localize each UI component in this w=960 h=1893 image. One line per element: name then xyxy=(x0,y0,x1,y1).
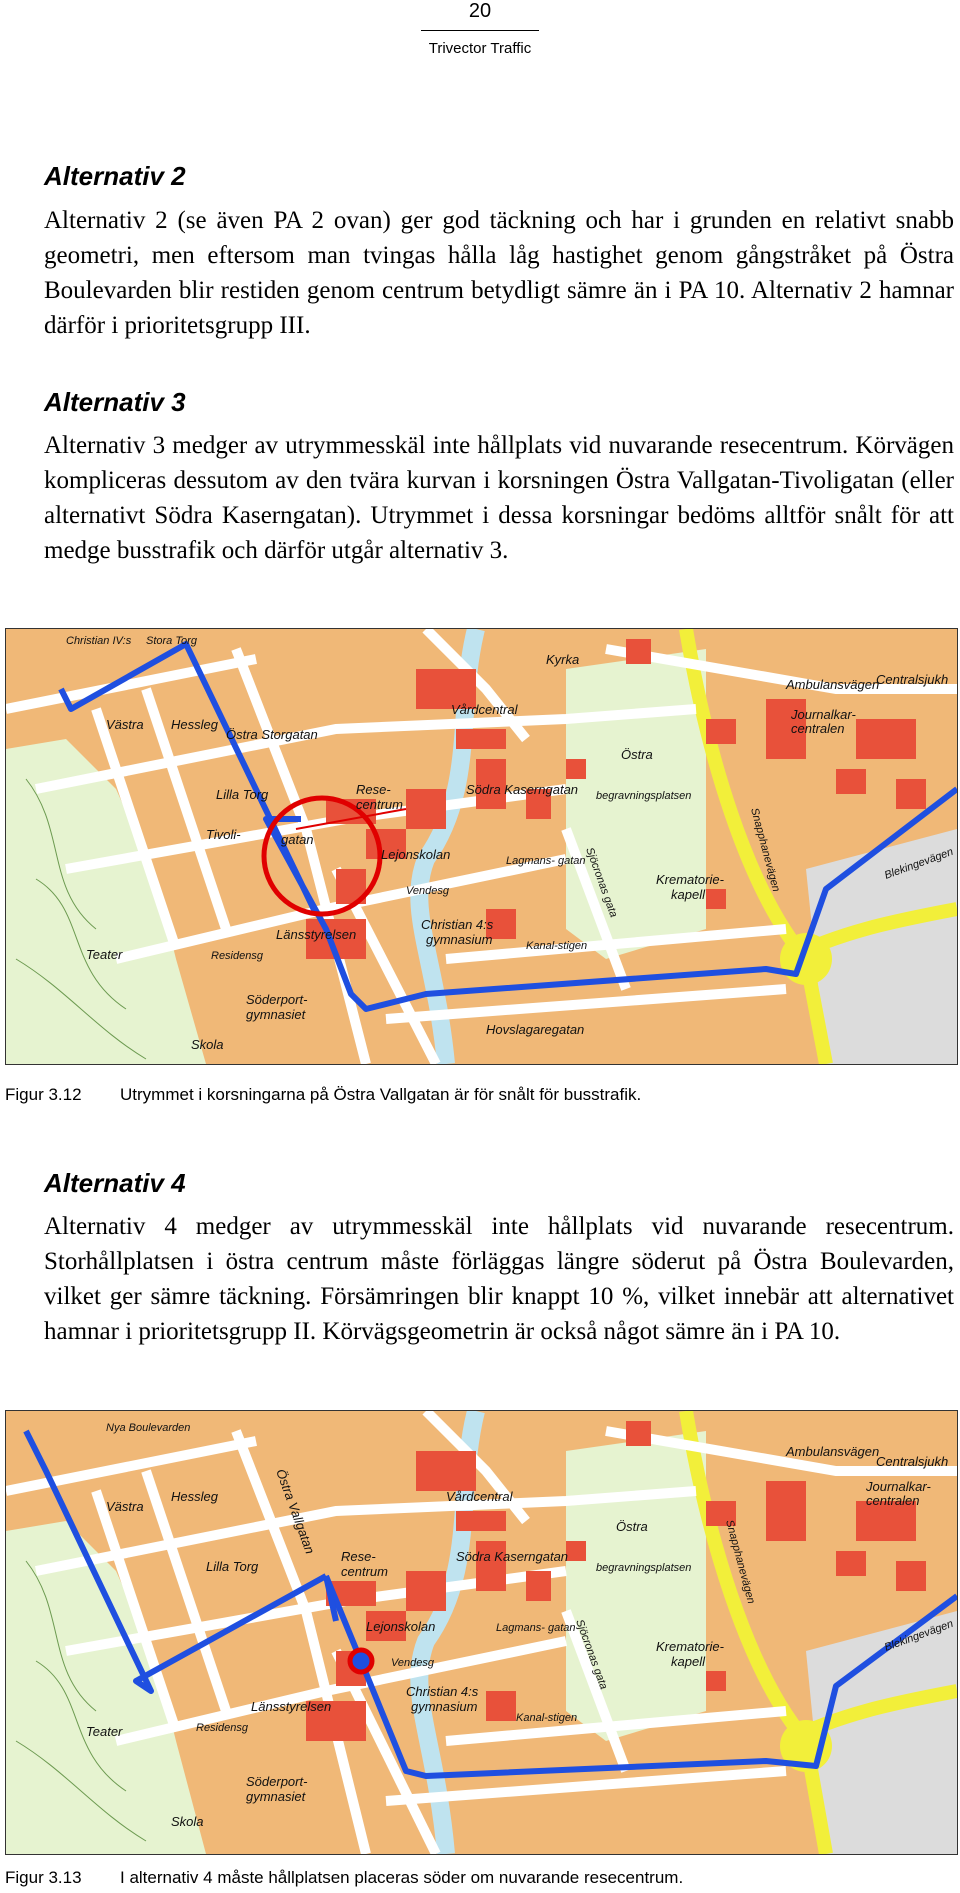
label-gymnasium: gymnasium xyxy=(411,1699,478,1714)
label-soderport: Söderport- xyxy=(246,992,308,1007)
label-kanalstigen: Kanal-stigen xyxy=(516,1712,578,1724)
label-krematorie: Krematorie- xyxy=(656,1639,724,1654)
label-rese: Rese- xyxy=(341,1549,376,1564)
paragraph-alternativ-2: Alternativ 2 (se även PA 2 ovan) ger god täckning och har i grunden en relativt snabb geometri, men eftersom man tvingas hålla låg hastighet genom gångstråket på Östra Boulevarden blir restiden genom centrum betydligt sämre än i PA 10. Alternativ 2 hamnar därför i prioritetsgrupp III. xyxy=(44,207,954,339)
label-vardcentral: Vårdcentral xyxy=(446,1489,513,1504)
figure-caption: I alternativ 4 måste hållplatsen placeras söder om nuvarande resecentrum. xyxy=(120,1868,684,1887)
caption-figure-3-13 xyxy=(5,1868,683,1888)
label-christian-4s: Christian 4:s xyxy=(421,917,494,932)
label-centrum: centrum xyxy=(341,1564,388,1579)
label-skola: Skola xyxy=(171,1814,204,1829)
label-ostra-vallgatan: Östra Vallgatan xyxy=(273,1466,318,1556)
label-krematorie: Krematorie- xyxy=(656,872,724,887)
label-ambulansvagen: Ambulansvägen xyxy=(786,677,880,692)
label-journalkar: Journalkar- xyxy=(866,1479,931,1494)
label-sodra-kaserngatan: Södra Kaserngatan xyxy=(466,782,579,797)
label-skola: Skola xyxy=(191,1037,224,1052)
label-gymnasiet: gymnasiet xyxy=(246,1789,306,1804)
label-snapphanevagen: Snapphanevägen xyxy=(748,806,783,894)
label-lagmansgatan: Lagmans- gatan xyxy=(506,855,586,867)
running-head: Trivector Traffic xyxy=(428,40,532,57)
label-ostra: Östra xyxy=(621,747,653,762)
label-lansstyrelsen: Länsstyrelsen xyxy=(276,927,357,942)
figure-caption: Utrymmet i korsningarna på Östra Vallgatan är för snålt för busstrafik. xyxy=(120,1085,642,1104)
label-kapell: kapell xyxy=(671,887,705,902)
label-christian-4s: Christian 4:s xyxy=(406,1684,479,1699)
label-centrum: centrum xyxy=(356,797,403,812)
label-lejonskolan: Lejonskolan xyxy=(381,847,451,862)
label-gymnasiet: gymnasiet xyxy=(246,1007,306,1022)
label-begravningsplatsen: begravningsplatsen xyxy=(596,790,692,802)
label-begravningsplatsen: begravningsplatsen xyxy=(596,1562,692,1574)
label-sodra-kaserngatan: Södra Kaserngatan xyxy=(456,1549,569,1564)
label-kyrka: Kyrka xyxy=(546,652,580,667)
label-gatan: gatan xyxy=(281,832,314,847)
label-sjocronas-gata: Sjöcronas gata xyxy=(573,1617,610,1691)
label-tivoli: Tivoli- xyxy=(206,827,241,842)
label-teater: Teater xyxy=(86,1724,123,1739)
label-journalkar: Journalkar- xyxy=(791,707,856,722)
label-blekingevagen: Blekingevägen xyxy=(882,845,955,882)
heading-alternativ-4: Alternativ 4 xyxy=(44,1168,186,1198)
label-kanalstigen: Kanal-stigen xyxy=(526,940,588,952)
heading-alternativ-3: Alternativ 3 xyxy=(44,387,186,417)
label-vendesg: Vendesg xyxy=(406,885,450,897)
header-rule xyxy=(421,30,539,31)
label-lejonskolan: Lejonskolan xyxy=(366,1619,436,1634)
label-kapell: kapell xyxy=(671,1654,705,1669)
label-soderport: Söderport- xyxy=(246,1774,308,1789)
paragraph-alternativ-4: Alternativ 4 medger av utrymmesskäl inte hållplats vid nuvarande resecentrum. Storhållplatsen i östra centrum måste förläggas längre söderut på Östra Boulevarden, vilket ger sämre täckning. Försämringen blir knappt 10 %, vilket innebär att alternativet hamnar i prioritetsgrupp II. Körvägsgeometrin är också något sämre än i PA 10. xyxy=(44,1213,954,1345)
map-figure-3-12 xyxy=(5,628,958,1065)
label-centralsjukh: Centralsjukh xyxy=(876,672,949,687)
label-centralen: centralen xyxy=(866,1493,920,1508)
page-number: 20 xyxy=(468,0,492,22)
label-christian-iv: Christian IV:s xyxy=(66,635,132,647)
paragraph-alternativ-3: Alternativ 3 medger av utrymmesskäl inte hållplats vid nuvarande resecentrum. Körvägen kompliceras dessutom av den tvära kurvan i korsningen Östra Vallgatan-Tivoligatan (eller alternativt Södra Kaserngatan). Utrymmet i dessa korsningar bedöms alltför snålt för att medge busstrafik och därför utgår alternativ 3. xyxy=(44,432,954,564)
label-gymnasium: gymnasium xyxy=(426,932,493,947)
label-vastra: Västra xyxy=(106,1499,144,1514)
label-lansstyrelsen: Länsstyrelsen xyxy=(251,1699,332,1714)
label-ostra-storgatan: Östra Storgatan xyxy=(226,727,318,742)
label-rese: Rese- xyxy=(356,782,391,797)
label-hovslagaregatan: Hovslagaregatan xyxy=(486,1022,585,1037)
map-figure-3-13 xyxy=(5,1410,958,1855)
label-hessleg: Hessleg xyxy=(171,717,218,732)
label-vardcentral: Vårdcentral xyxy=(451,702,518,717)
label-centralen: centralen xyxy=(791,721,845,736)
label-lilla-torg: Lilla Torg xyxy=(206,1559,259,1574)
heading-alternativ-2: Alternativ 2 xyxy=(44,161,186,191)
label-ostra: Östra xyxy=(616,1519,648,1534)
label-snapphanevagen: Snapphanevägen xyxy=(723,1518,758,1606)
label-blekingevagen: Blekingevägen xyxy=(882,1617,955,1654)
figure-number: Figur 3.12 xyxy=(5,1085,82,1104)
label-residensg: Residensg xyxy=(211,950,263,962)
label-residensg: Residensg xyxy=(196,1722,248,1734)
label-stora-torg: Stora Torg xyxy=(146,635,197,647)
label-sjocronas-gata: Sjöcronas gata xyxy=(583,845,620,919)
label-hessleg: Hessleg xyxy=(171,1489,218,1504)
label-vastra: Västra xyxy=(106,717,144,732)
label-nya-boulevarden: Nya Boulevarden xyxy=(106,1422,191,1434)
label-lilla-torg: Lilla Torg xyxy=(216,787,269,802)
caption-figure-3-12 xyxy=(5,1085,641,1105)
label-vendesg: Vendesg xyxy=(391,1657,435,1669)
figure-number: Figur 3.13 xyxy=(5,1868,82,1887)
label-ambulansvagen: Ambulansvägen xyxy=(786,1444,880,1459)
label-teater: Teater xyxy=(86,947,123,962)
label-centralsjukh: Centralsjukh xyxy=(876,1454,949,1469)
label-lagmansgatan: Lagmans- gatan xyxy=(496,1622,576,1634)
